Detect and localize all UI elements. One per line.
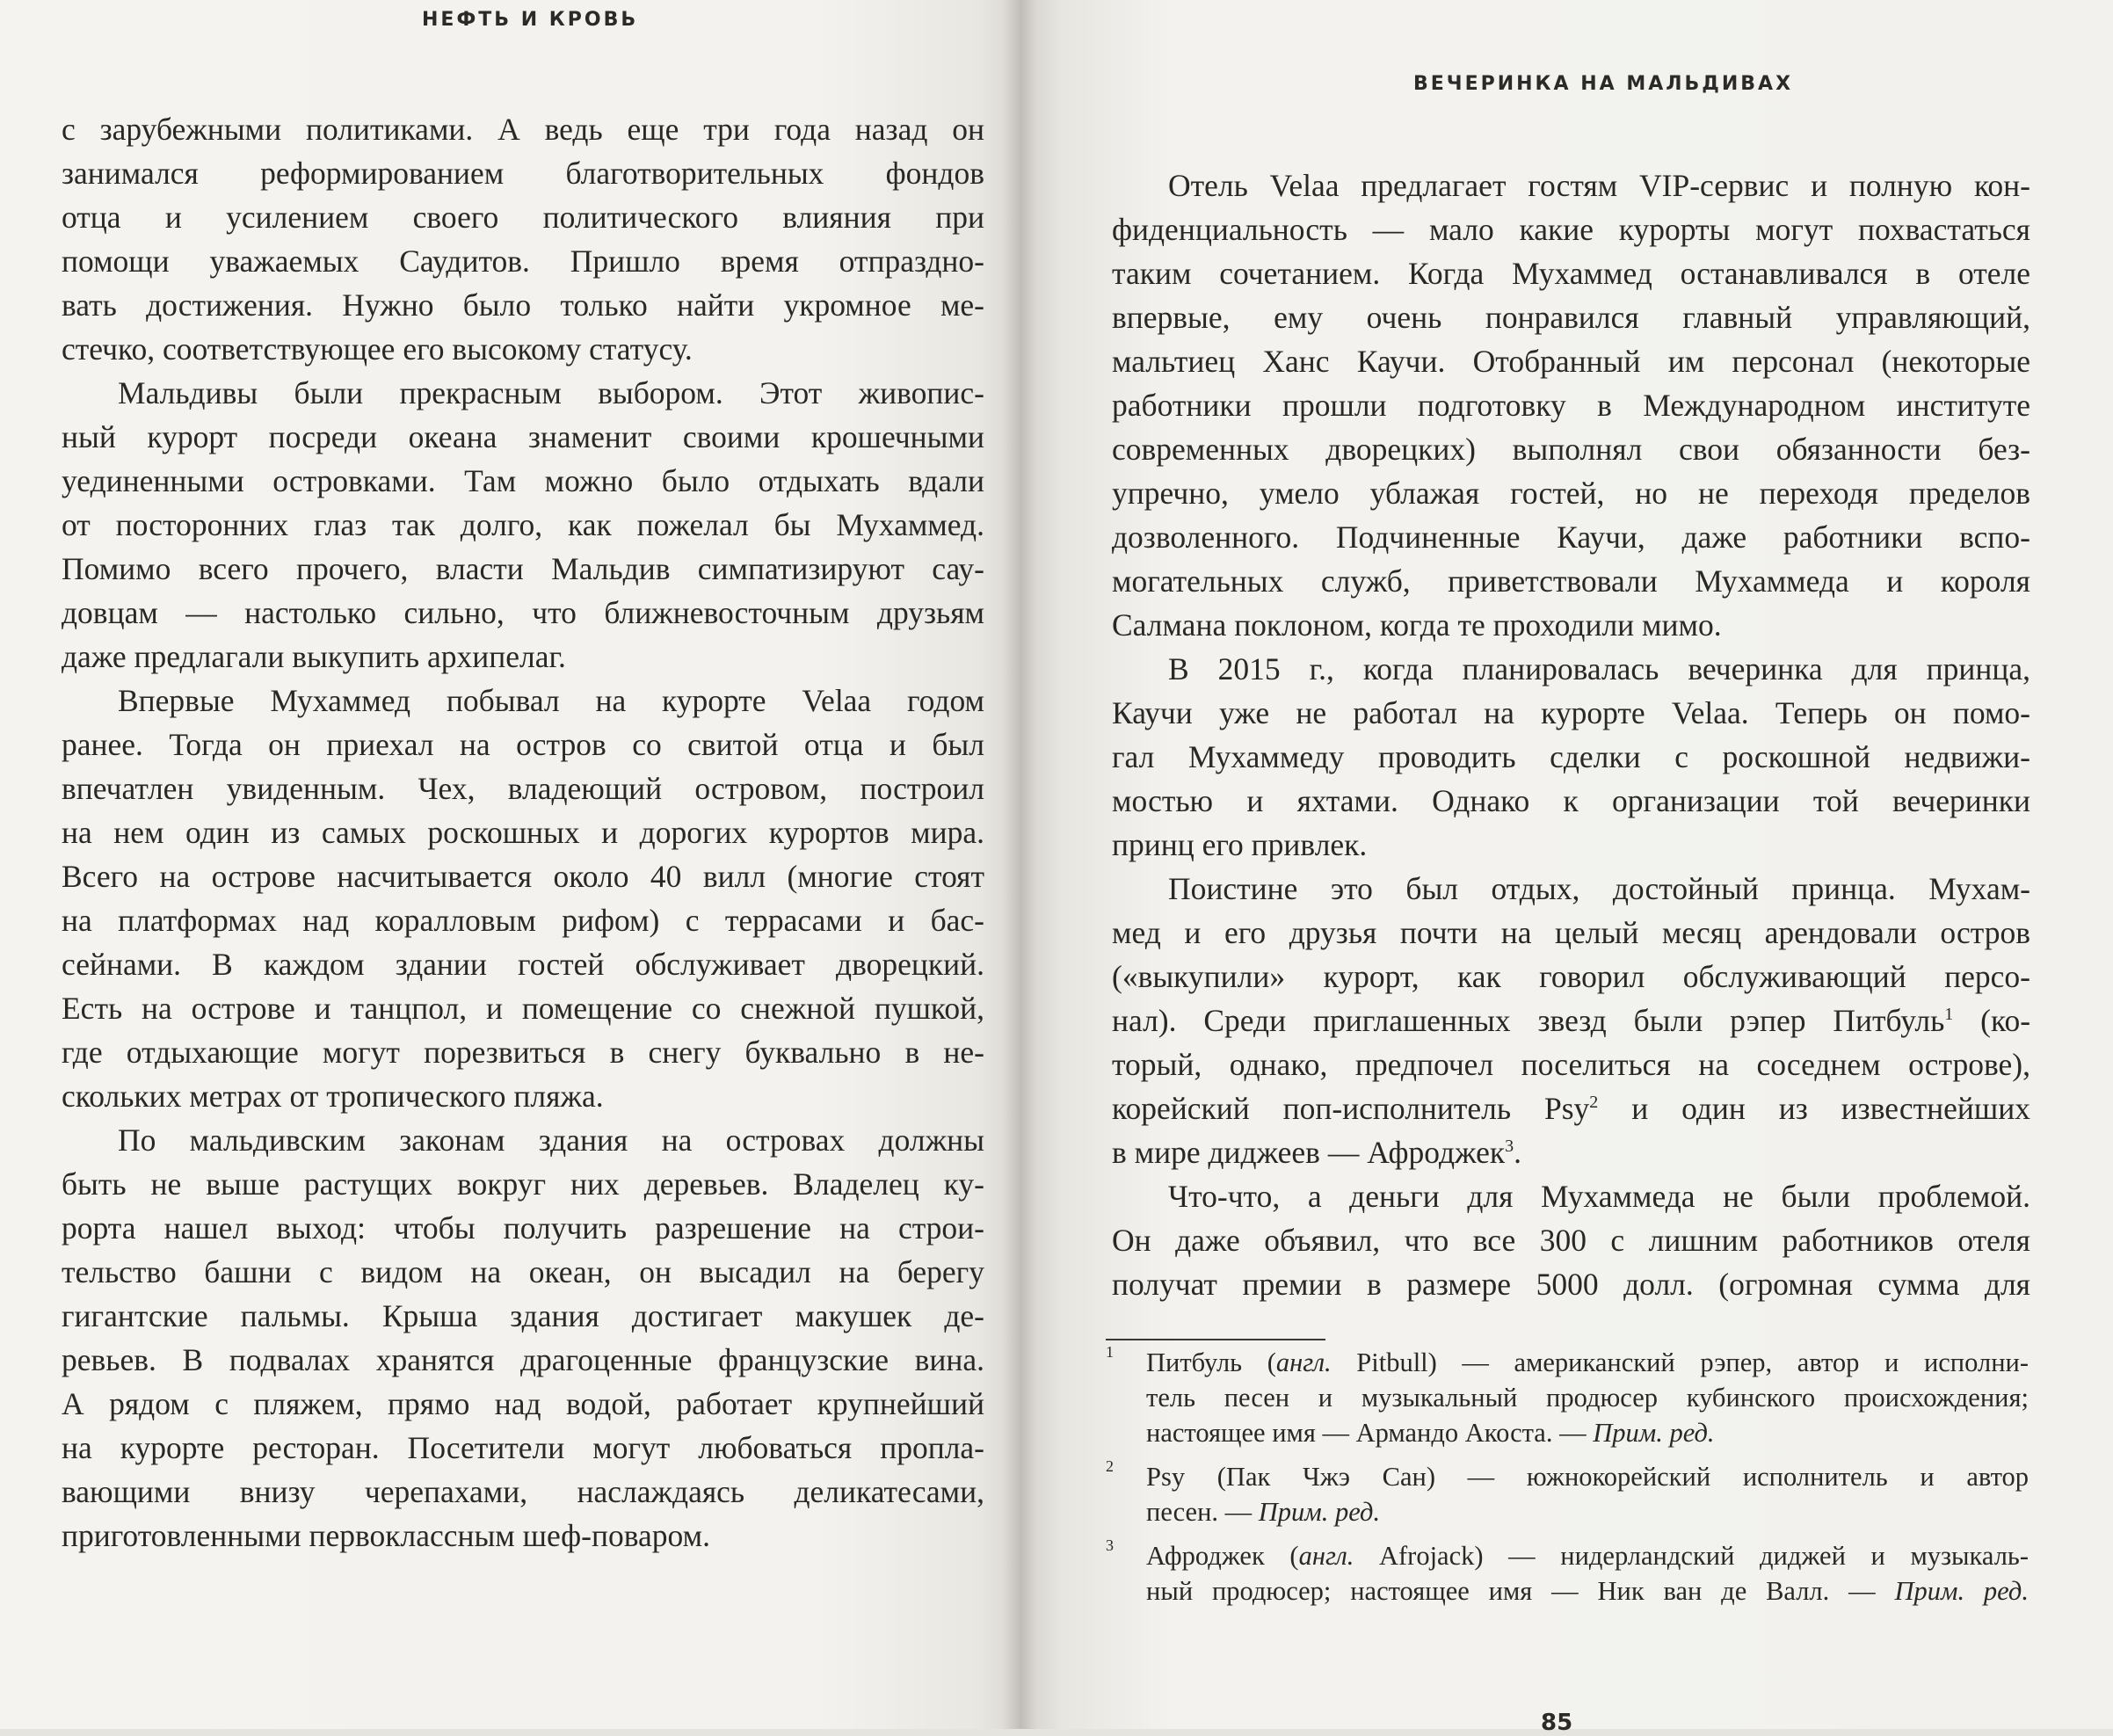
book-gutter <box>1002 0 1037 1729</box>
footnote-body <box>1146 1459 2029 1529</box>
footnote-mark: 1 <box>1944 1005 1954 1024</box>
footnote-line: Psy (Пак Чжэ Сан) — южнокорейский исполнитель и автор <box>1146 1462 2029 1492</box>
text-line: мостью и яхтами. Однако к организации той вечеринки <box>1112 783 2030 818</box>
footnote-line <box>1146 1494 2029 1529</box>
text-line: Он даже объявил, что все 300 с лишним работников отеля <box>1112 1223 2030 1258</box>
text-line: фиденциальность — мало какие курорты могут похвастаться <box>1112 212 2030 247</box>
text-line: Поистине это был отдых, достойный принца. Мухам- <box>1168 871 2030 906</box>
right-page-text <box>1112 163 2030 1306</box>
text-segment: Pitbull) — американский рэпер, автор и исполни- <box>1331 1347 2029 1377</box>
footnote-line: тель песен и музыкальный продюсер кубинского происхождения; <box>1146 1383 2029 1413</box>
text-line: принц его привлек. <box>1112 827 1368 862</box>
text-segment: англ. <box>1275 1347 1332 1377</box>
left-running-head: НЕФТЬ И КРОВЬ <box>422 9 639 31</box>
text-segment: Afrojack) — нидерландский диджей и музыкаль- <box>1354 1541 2029 1571</box>
text-line: Впервые Мухаммед побывал на курорте Velaa годом <box>118 683 984 718</box>
text-line: упречно, умело ублажая гостей, но не переходя пределов <box>1112 476 2030 511</box>
text-line: современных дворецких) выполнял свои обязанности без- <box>1112 432 2030 467</box>
text-segment: в мире диджеев — Афроджек <box>1112 1135 1506 1170</box>
text-line: Есть на острове и танцпол, и помещение со снежной пушкой, <box>62 991 984 1026</box>
text-line <box>1112 1086 2030 1130</box>
text-line: А рядом с пляжем, прямо над водой, работает крупнейший <box>62 1386 984 1421</box>
text-line: Всего на острове насчитывается около 40 вилл (многие стоят <box>62 859 984 894</box>
text-line: ранее. Тогда он приехал на остров со свитой отца и был <box>62 727 984 762</box>
text-line: получат премии в размере 5000 долл. (огромная сумма для <box>1112 1267 2030 1302</box>
footnote-line <box>1146 1345 2029 1380</box>
footnote-mark: 2 <box>1589 1093 1599 1112</box>
text-segment: . <box>1514 1135 1521 1170</box>
text-line: сейнами. В каждом здании гостей обслуживает дворецкий. <box>62 947 984 982</box>
text-line: приготовленными первоклассным шеф-поваром. <box>62 1518 710 1553</box>
footnote-number: 2 <box>1106 1457 1114 1475</box>
text-segment: корейский поп-исполнитель Psy <box>1112 1091 1590 1126</box>
text-line: отца и усилением своего политического влияния при <box>62 200 984 235</box>
text-line: ревьев. В подвалах хранятся драгоценные французские вина. <box>62 1342 984 1377</box>
footnote-2 <box>1106 1459 2029 1529</box>
text-segment: Афроджек ( <box>1146 1541 1299 1571</box>
text-line: вающими внизу черепахами, наслаждаясь деликатесами, <box>62 1474 984 1509</box>
text-line: могательных служб, приветствовали Мухаммеда и короля <box>1112 563 2030 599</box>
text-segment: и один из известнейших <box>1631 1091 2031 1126</box>
footnote-divider <box>1106 1339 1325 1340</box>
text-segment: ный продюсер; настоящее имя — Ник ван де Валл. — <box>1146 1576 1895 1606</box>
footnote-1 <box>1106 1345 2029 1450</box>
footnote-line <box>1146 1415 2029 1450</box>
text-line: с зарубежными политиками. А ведь еще три года назад он <box>62 112 984 147</box>
footnote-mark: 3 <box>1505 1137 1514 1156</box>
footnote-body <box>1146 1345 2029 1450</box>
text-line: помощи уважаемых Саудитов. Пришло время отпраздно- <box>62 243 984 279</box>
text-line: стечко, соответствующее его высокому статусу. <box>62 331 693 367</box>
text-line: мальтиец Ханс Каучи. Отобранный им персонал (некоторые <box>1112 344 2030 379</box>
text-line: мед и его друзья почти на целый месяц арендовали остров <box>1112 915 2030 950</box>
text-line: торый, однако, предпочел поселиться на соседнем острове), <box>1112 1047 2030 1082</box>
text-line: уединенными островками. Там можно было отдыхать вдали <box>62 463 984 498</box>
text-line: на курорте ресторан. Посетители могут любоваться пропла- <box>62 1430 984 1465</box>
right-running-head: ВЕЧЕРИНКА НА МАЛЬДИВАХ <box>1413 73 1794 95</box>
text-line <box>1112 999 2030 1042</box>
footnotes <box>1106 1345 2029 1617</box>
text-segment: Прим. ред. <box>1258 1497 1381 1527</box>
text-line: ный курорт посреди океана знаменит своими крошечными <box>62 419 984 454</box>
text-segment: песен. — <box>1146 1497 1259 1527</box>
text-line: быть не выше растущих вокруг них деревьев. Владелец ку- <box>62 1166 984 1202</box>
text-line: впервые, ему очень понравился главный управляющий, <box>1112 300 2030 335</box>
footnote-body <box>1146 1538 2029 1609</box>
text-line: Каучи уже не работал на курорте Velaa. Теперь он помо- <box>1112 695 2030 730</box>
text-line: на нем один из самых роскошных и дорогих курортов мира. <box>62 815 984 850</box>
text-segment: (ко- <box>1980 1003 2031 1038</box>
text-line: даже предлагали выкупить архипелаг. <box>62 639 566 674</box>
text-line: вать достижения. Нужно было только найти укромное ме- <box>62 287 984 323</box>
text-line: где отдыхающие могут порезвиться в снегу буквально в не- <box>62 1035 984 1070</box>
footnote-number: 1 <box>1106 1343 1114 1361</box>
text-line: Что-что, а деньги для Мухаммеда не были проблемой. <box>1168 1179 2030 1214</box>
text-line <box>1112 1130 2030 1174</box>
text-segment: настоящее имя — Армандо Акоста. — <box>1146 1418 1594 1448</box>
text-line: Отель Velaa предлагает гостям VIP-сервис и полную кон- <box>1168 168 2030 203</box>
text-line: В 2015 г., когда планировалась вечеринка для принца, <box>1168 651 2030 686</box>
text-segment: Прим. ред. <box>1593 1418 1715 1448</box>
footnote-line <box>1146 1538 2029 1573</box>
text-line: занимался реформированием благотворительных фондов <box>62 156 984 191</box>
text-line: рорта нашел выход: чтобы получить разрешение на строи- <box>62 1210 984 1246</box>
left-page-text <box>62 107 984 1558</box>
text-segment: нал). Среди приглашенных звезд были рэпер Питбуль <box>1112 1003 1945 1038</box>
text-line: работники прошли подготовку в Международном институте <box>1112 388 2030 423</box>
text-segment: Питбуль ( <box>1146 1347 1276 1377</box>
footnote-line <box>1146 1573 2029 1609</box>
footnote-3 <box>1106 1538 2029 1609</box>
text-line: таким сочетанием. Когда Мухаммед останавливался в отеле <box>1112 256 2030 291</box>
text-segment: Прим. ред. <box>1894 1576 2029 1606</box>
text-line: гигантские пальмы. Крыша здания достигает макушек де- <box>62 1298 984 1333</box>
text-line: По мальдивским законам здания на островах должны <box>118 1122 984 1158</box>
text-line: гал Мухаммеду проводить сделки с роскошной недвижи- <box>1112 739 2030 774</box>
text-line: Помимо всего прочего, власти Мальдив симпатизируют сау- <box>62 551 984 586</box>
text-line: от посторонних глаз так долго, как пожелал бы Мухаммед. <box>62 507 984 542</box>
text-line: дозволенного. Подчиненные Каучи, даже работники вспо- <box>1112 519 2030 555</box>
text-line: тельство башни с видом на океан, он высадил на берегу <box>62 1254 984 1289</box>
text-line: довцам — настолько сильно, что ближневосточным друзьям <box>62 595 984 630</box>
text-line: Мальдивы были прекрасным выбором. Этот живопис- <box>118 375 984 410</box>
footnote-number: 3 <box>1106 1536 1114 1554</box>
text-segment: англ. <box>1298 1541 1354 1571</box>
page-number: 85 <box>1541 1710 1573 1736</box>
text-line: скольких метрах от тропического пляжа. <box>62 1079 604 1114</box>
text-line: впечатлен увиденным. Чех, владеющий островом, построил <box>62 771 984 806</box>
text-line: на платформах над коралловым рифом) с террасами и бас- <box>62 903 984 938</box>
text-line: («выкупили» курорт, как говорил обслуживающий персо- <box>1112 959 2030 994</box>
text-line: Салмана поклоном, когда те проходили мимо. <box>1112 607 1722 643</box>
